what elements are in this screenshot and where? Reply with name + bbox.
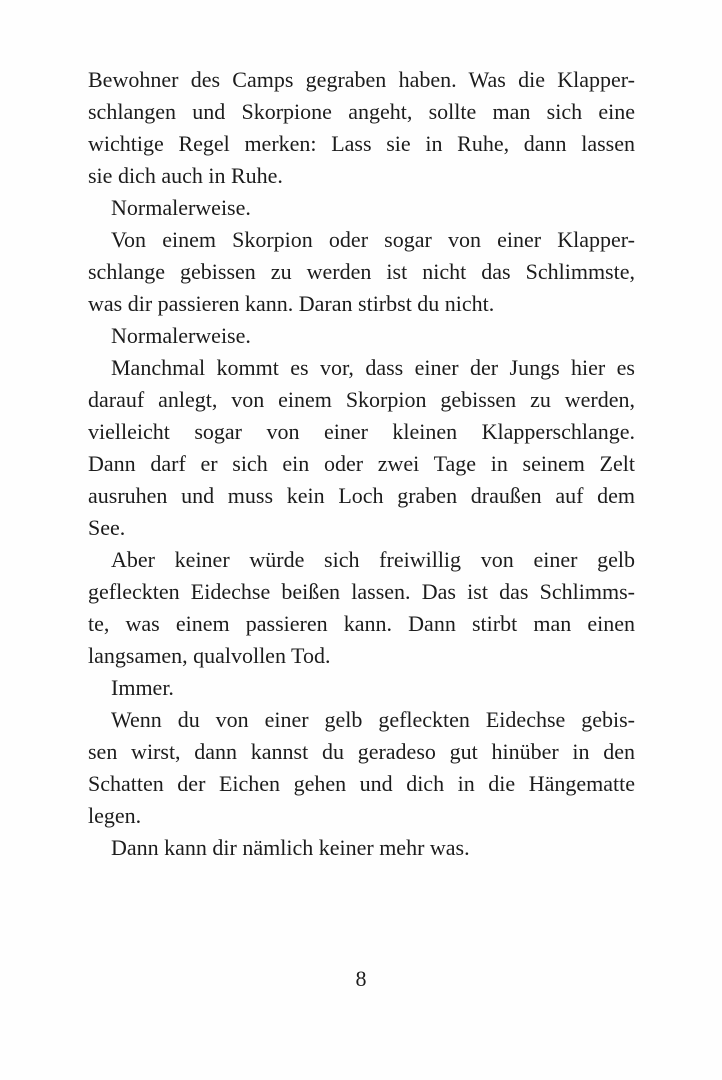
text-line: Dann kann dir nämlich keiner mehr was. <box>111 835 470 860</box>
text-line: schlangen und Skorpione angeht, sollte man sich eine <box>88 99 635 124</box>
text-line: Aber keiner würde sich freiwillig von einer gelb <box>111 547 635 572</box>
text-line: Wenn du von einer gelb gefleckten Eidechse gebis- <box>111 707 635 732</box>
text-line: Schatten der Eichen gehen und dich in die Hängematte <box>88 771 635 796</box>
text-line: sen wirst, dann kannst du geradeso gut hinüber in den <box>88 739 635 764</box>
page-number: 8 <box>355 966 367 991</box>
text-line: See. <box>88 515 126 540</box>
text-line: vielleicht sogar von einer kleinen Klapperschlange. <box>88 419 635 444</box>
text-line: Manchmal kommt es vor, dass einer der Jungs hier es <box>111 355 635 380</box>
text-line: schlange gebissen zu werden ist nicht das Schlimmste, <box>88 259 635 284</box>
text-line: ausruhen und muss kein Loch graben draußen auf dem <box>88 483 635 508</box>
text-block <box>88 64 635 864</box>
text-line: langsamen, qualvollen Tod. <box>88 643 331 668</box>
text-line: wichtige Regel merken: Lass sie in Ruhe, dann lassen <box>88 131 635 156</box>
text-line: gefleckten Eidechse beißen lassen. Das ist das Schlimms- <box>88 579 635 604</box>
text-line: Dann darf er sich ein oder zwei Tage in seinem Zelt <box>88 451 635 476</box>
text-line: darauf anlegt, von einem Skorpion gebissen zu werden, <box>88 387 635 412</box>
text-line: Von einem Skorpion oder sogar von einer Klapper- <box>111 227 635 252</box>
text-line: Immer. <box>111 675 174 700</box>
text-line: Bewohner des Camps gegraben haben. Was die Klapper- <box>88 67 635 92</box>
text-line: Normalerweise. <box>111 323 251 348</box>
text-line: Normalerweise. <box>111 195 251 220</box>
text-line: te, was einem passieren kann. Dann stirbt man einen <box>88 611 635 636</box>
text-line: was dir passieren kann. Daran stirbst du nicht. <box>88 291 495 316</box>
text-line: legen. <box>88 803 142 828</box>
text-line: sie dich auch in Ruhe. <box>88 163 283 188</box>
